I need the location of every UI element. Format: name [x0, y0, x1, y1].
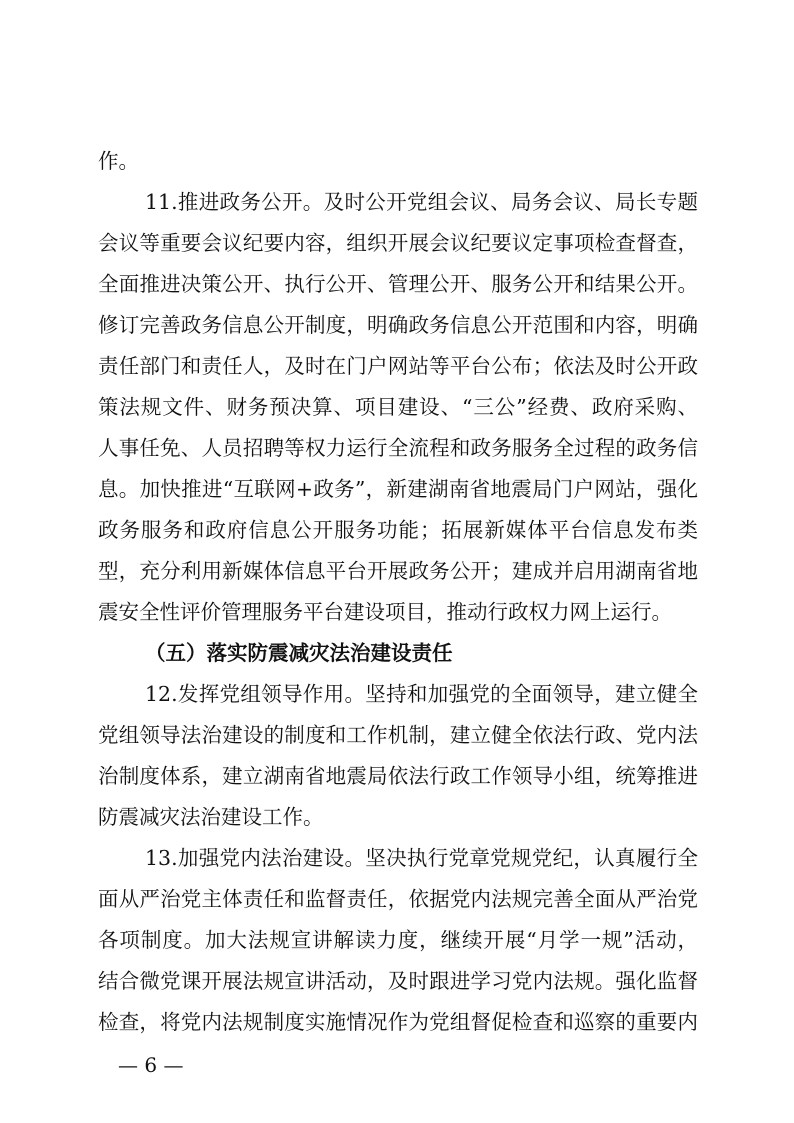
- text-line: 人事任免、人员招聘等权力运行全流程和政务服务全过程的政务信: [98, 436, 698, 460]
- text-line: 党组领导法治建设的制度和工作机制，建立健全依法行政、党内法: [98, 723, 698, 747]
- text-line: 12.发挥党组领导作用。坚持和加强党的全面领导，建立健全: [145, 682, 698, 706]
- text-line: 13.加强党内法治建设。坚决执行党章党规党纪，认真履行全: [145, 846, 698, 870]
- text-line: 责任部门和责任人，及时在门户网站等平台公布；依法及时公开政: [98, 354, 698, 378]
- text-line: 修订完善政务信息公开制度，明确政务信息公开范围和内容，明确: [98, 313, 698, 337]
- text-line: 11.推进政务公开。及时公开党组会议、局务会议、局长专题: [145, 190, 698, 214]
- section-heading: （五）落实防震减灾法治建设责任: [145, 641, 453, 665]
- text-line: 全面推进决策公开、执行公开、管理公开、服务公开和结果公开。: [98, 272, 698, 296]
- text-line: 面从严治党主体责任和监督责任，依据党内法规完善全面从严治党: [98, 887, 698, 911]
- text-line: 策法规文件、财务预决算、项目建设、“三公”经费、政府采购、: [98, 395, 698, 419]
- text-line: 会议等重要会议纪要内容，组织开展会议纪要议定事项检查督查，: [98, 231, 698, 255]
- text-line: 政务服务和政府信息公开服务功能；拓展新媒体平台信息发布类: [98, 518, 698, 542]
- text-line: 息。加快推进“互联网+政务”，新建湖南省地震局门户网站，强化: [98, 477, 698, 501]
- text-line: 治制度体系，建立湖南省地震局依法行政工作领导小组，统筹推进: [98, 764, 698, 788]
- text-line: 各项制度。加大法规宣讲解读力度，继续开展“月学一规”活动，: [98, 928, 698, 952]
- text-line: 结合微党课开展法规宣讲活动，及时跟进学习党内法规。强化监督: [98, 969, 698, 993]
- text-line: 防震减灾法治建设工作。: [98, 805, 324, 829]
- text-line: 作。: [98, 149, 139, 173]
- text-line: 震安全性评价管理服务平台建设项目，推动行政权力网上运行。: [98, 600, 672, 624]
- text-line: 检查，将党内法规制度实施情况作为党组督促检查和巡察的重要内: [98, 1010, 698, 1034]
- text-line: 型，充分利用新媒体信息平台开展政务公开；建成并启用湖南省地: [98, 559, 698, 583]
- page-number: — 6 —: [118, 1053, 184, 1077]
